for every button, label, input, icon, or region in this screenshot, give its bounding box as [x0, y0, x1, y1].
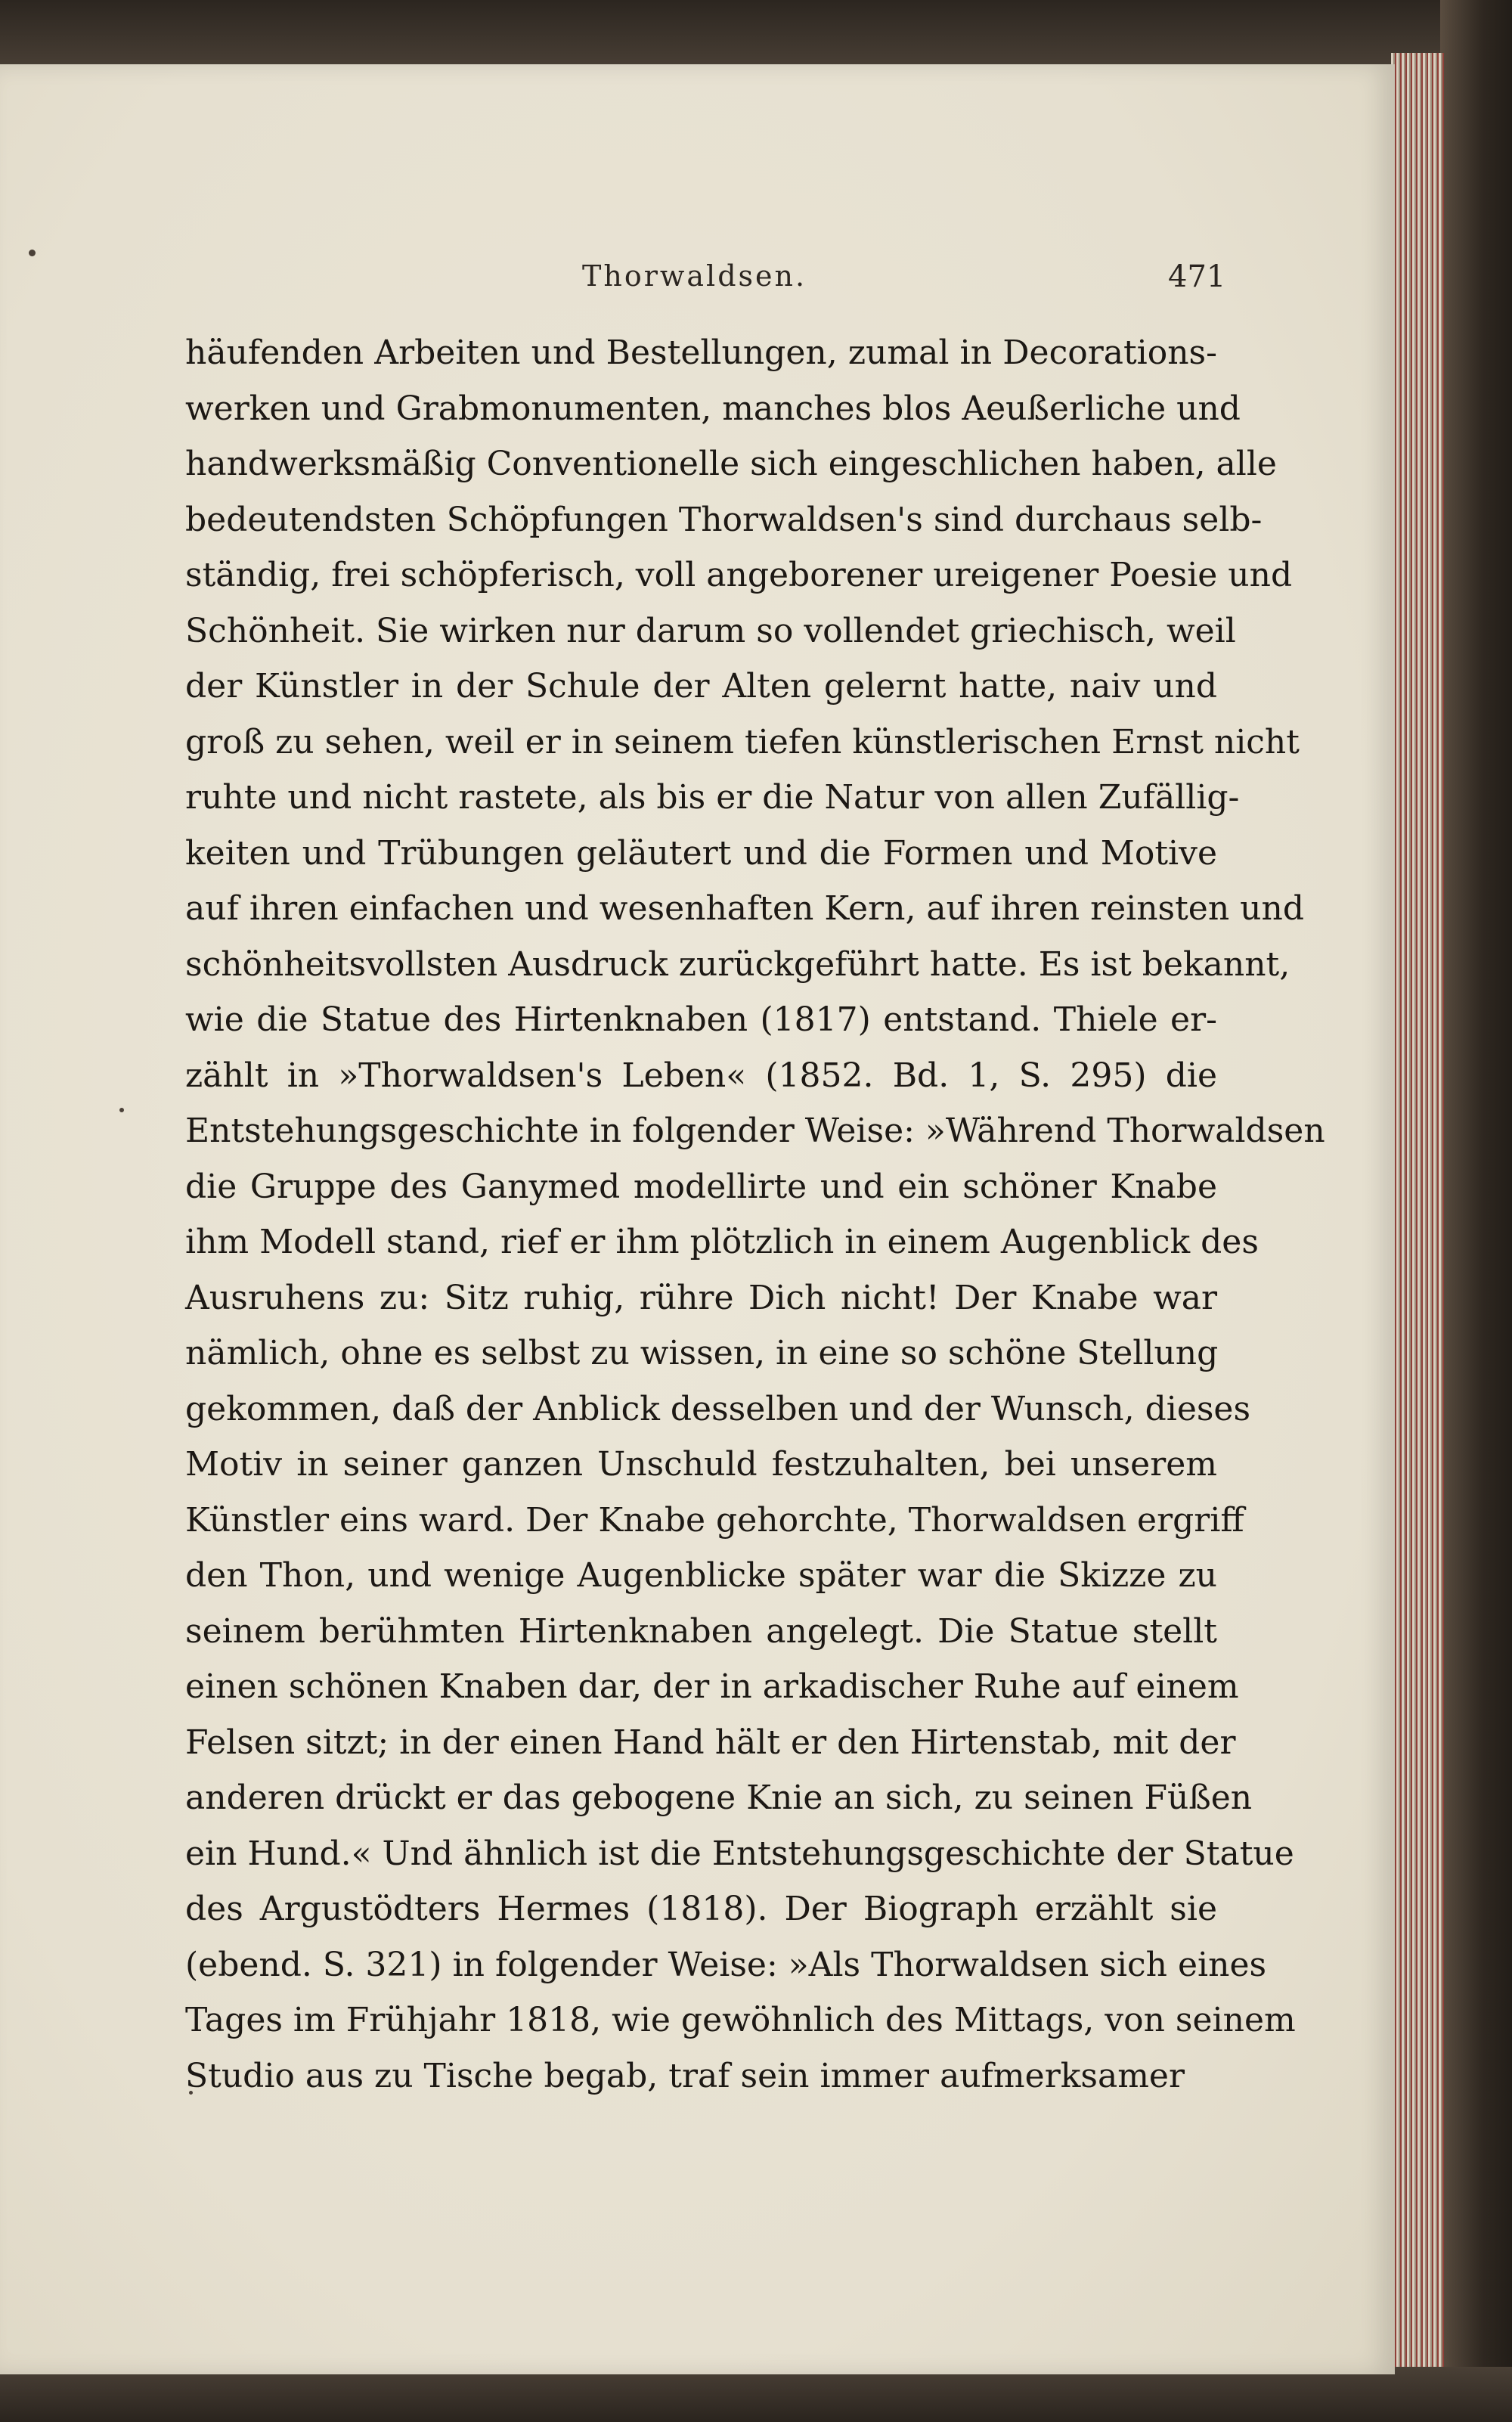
margin-speck — [29, 250, 36, 256]
text-line: den Thon, und wenige Augenblicke später war die Skizze zu — [185, 1556, 1217, 1595]
text-line: keiten und Trübungen geläutert und die Formen und Motive — [185, 833, 1217, 873]
text-line: Schönheit. Sie wirken nur darum so vollendet griechisch, weil — [185, 611, 1236, 650]
text-line: ein Hund.« Und ähnlich ist die Entstehungsgeschichte der Statue — [185, 1834, 1294, 1873]
text-line: Entstehungsgeschichte in folgender Weise: »Während Thorwaldsen — [185, 1112, 1325, 1150]
running-head — [0, 259, 1395, 305]
book-cover-top — [0, 0, 1512, 72]
text-line: ständig, frei schöpferisch, voll angeborener ureigener Poesie und — [185, 556, 1293, 594]
text-line: Motiv in seiner ganzen Unschuld festzuhalten, bei unserem — [185, 1445, 1217, 1484]
text-line: seinem berühmten Hirtenknaben angelegt. Die Statue stellt — [185, 1611, 1217, 1651]
text-line: schönheitsvollsten Ausdruck zurückgeführt hatte. Es ist bekannt, — [185, 944, 1290, 984]
text-line: groß zu sehen, weil er in seinem tiefen künstlerischen Ernst nicht — [185, 722, 1300, 761]
text-line: gekommen, daß der Anblick desselben und der Wunsch, dieses — [185, 1389, 1251, 1428]
text-line: Studio aus zu Tische begab, traf sein immer aufmerksamer — [185, 2056, 1185, 2095]
book-cover-bottom — [0, 2367, 1512, 2422]
text-line: einen schönen Knaben dar, der in arkadischer Ruhe auf einem — [185, 1667, 1239, 1706]
text-line: häufenden Arbeiten und Bestellungen, zumal in Decorations- — [185, 333, 1217, 372]
text-line: (ebend. S. 321) in folgender Weise: »Als Thorwaldsen sich eines — [185, 1945, 1267, 1984]
page-number: 471 — [1168, 259, 1226, 294]
margin-speck — [119, 1108, 124, 1112]
text-line: auf ihren einfachen und wesenhaften Kern, auf ihren reinsten und — [185, 889, 1305, 928]
book-page — [0, 64, 1395, 2374]
text-line: wie die Statue des Hirtenknaben (1817) entstand. Thiele er- — [185, 1000, 1217, 1039]
text-line: der Künstler in der Schule der Alten gelernt hatte, naiv und — [185, 667, 1217, 706]
text-line: nämlich, ohne es selbst zu wissen, in eine so schöne Stellung — [185, 1334, 1219, 1372]
text-line: die Gruppe des Ganymed modellirte und ein schöner Knabe — [185, 1167, 1217, 1206]
text-line: des Argustödters Hermes (1818). Der Biograph erzählt sie — [185, 1890, 1217, 1928]
running-title: Thorwaldsen. — [582, 259, 807, 293]
text-line: zählt in »Thorwaldsen's Leben« (1852. Bd. 1, S. 295) die — [185, 1056, 1217, 1095]
page-edges — [1391, 53, 1444, 2382]
text-line: bedeutendsten Schöpfungen Thorwaldsen's sind durchaus selb- — [185, 500, 1263, 539]
text-line: Ausruhens zu: Sitz ruhig, rühre Dich nicht! Der Knabe war — [185, 1278, 1217, 1317]
text-line: werken und Grabmonumenten, manches blos Aeußerliche und — [185, 389, 1241, 428]
text-line: anderen drückt er das gebogene Knie an sich, zu seinen Füßen — [185, 1779, 1253, 1817]
text-line: Künstler eins ward. Der Knabe gehorchte, Thorwaldsen ergriff — [185, 1500, 1244, 1540]
body-text — [185, 325, 1325, 2104]
book-cover-right — [1440, 0, 1512, 2422]
text-line: Tages im Frühjahr 1818, wie gewöhnlich des Mittags, von seinem — [185, 2001, 1296, 2039]
text-line: handwerksmäßig Conventionelle sich eingeschlichen haben, alle — [185, 445, 1277, 483]
text-line: ihm Modell stand, rief er ihm plötzlich in einem Augenblick des — [185, 1223, 1259, 1261]
text-line: Felsen sitzt; in der einen Hand hält er den Hirtenstab, mit der — [185, 1723, 1236, 1762]
text-line: ruhte und nicht rastete, als bis er die Natur von allen Zufällig- — [185, 778, 1240, 817]
